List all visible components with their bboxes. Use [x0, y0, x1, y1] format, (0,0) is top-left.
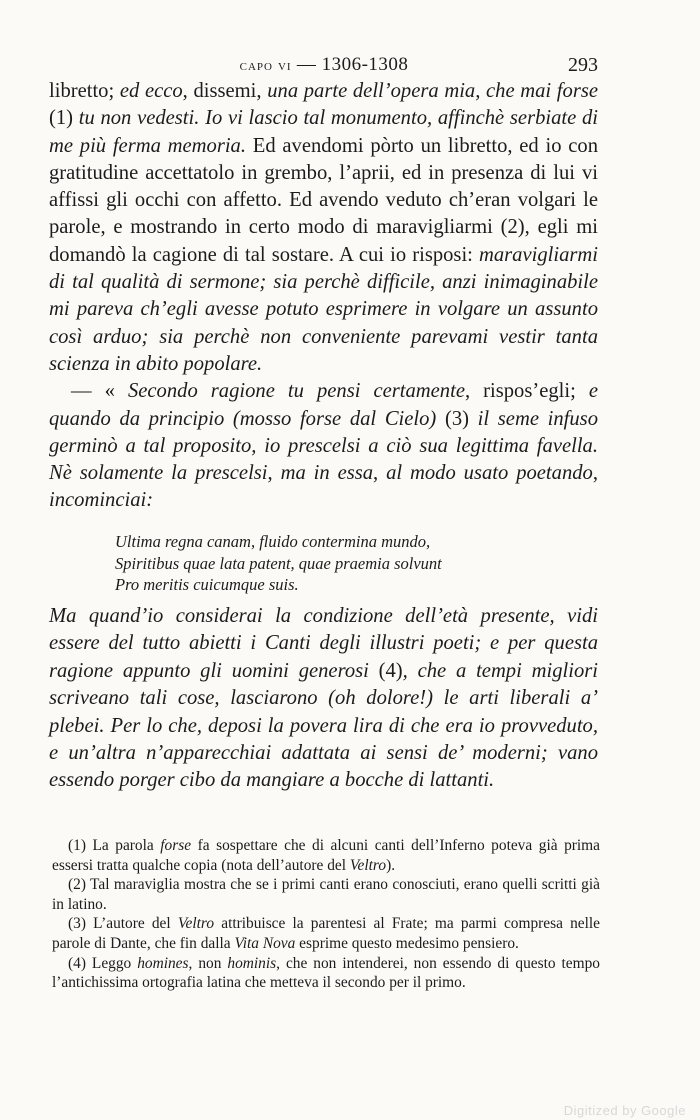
footnote-text: (2) Tal maraviglia mostra che se i primi canti erano conosciuti, erano quelli scritti già in latino. [52, 876, 600, 913]
main-text-lower [49, 603, 598, 795]
footnote-4 [52, 954, 600, 993]
running-head [50, 54, 598, 80]
verse-line: Spiritibus quae lata patent, quae praemia solvunt [115, 553, 442, 573]
italic-span: incominciai: [49, 489, 154, 512]
footnote-ref-4: (4) [378, 659, 403, 682]
text-span: — « [71, 380, 128, 403]
footnote-text: ). [386, 856, 396, 874]
italic-span: Ma quand’io considerai la condizione dell’età presente, vidi essere del tutto abietti i Canti degli illustri poeti; e per questa ragione appunto gli uomini generosi [49, 605, 598, 682]
text-span: libretto; [49, 80, 120, 102]
text-span: , [592, 462, 598, 485]
text-span: , [267, 462, 281, 485]
italic-span: una parte dell’opera mia, che mai forse [267, 80, 598, 102]
verse-line: Pro meritis cuicumque suis. [115, 575, 299, 594]
paragraph-1 [49, 78, 598, 378]
main-text-upper [49, 78, 598, 515]
paragraph-3 [49, 603, 598, 795]
chapter-years: 1306-1308 [321, 54, 409, 75]
footnote-italic: Vita Nova [234, 934, 296, 952]
footnote-text: , non [188, 954, 228, 972]
paragraph-2 [49, 378, 598, 514]
footnote-italic: Veltro [177, 915, 215, 933]
footnote-1 [52, 836, 600, 875]
footnote-2 [52, 875, 600, 914]
italic-span: il seme infuso germinò a tal proposito, io prescelsi a ciò sua legittima favella. Nè solamente la prescelsi [49, 407, 598, 485]
running-head-title [50, 54, 598, 76]
footnote-ref-1: (1) [49, 107, 74, 130]
footnote-italic: Veltro [349, 856, 387, 874]
footnote-text: (3) L’autore del [68, 915, 178, 933]
digitization-watermark: Digitized by Google [563, 1103, 686, 1118]
chapter-label: capo vi [239, 57, 292, 74]
italic-span: , che a tempi migliori scriveano tali cose, lasciarono (oh dolore!) le arti liberali a’ plebei. Per lo che, deposi la povera lira di che era io provveduto, e un’altra n’apparecchiai adattata ai sensi de’ moderni; vano essendo porger cibo da mangiare a bocche di lattanti. [49, 659, 598, 792]
footnote-text: (1) La parola [68, 837, 161, 854]
italic-span: Secondo ragione tu pensi certamente [127, 380, 465, 403]
page-number: 293 [568, 54, 598, 76]
italic-span: e quando da principio (mosso forse dal Cielo) [49, 380, 599, 430]
italic-span: ed ecco [119, 80, 183, 102]
footnote-text: attribuisce la parentesi al Frate; ma parmi compresa nelle parole di Dante, che fin dalla [52, 915, 601, 952]
footnote-italic: forse [160, 837, 192, 854]
text-span: , [373, 462, 387, 485]
text-span: , rispos’egli; [464, 380, 589, 403]
latin-verse [115, 531, 595, 596]
footnote-italic: homines [137, 954, 189, 972]
footnote-text: , che non intenderei, non essendo di questo tempo l’antichissima ortografia latina che metteva il secondo per il primo. [52, 954, 600, 992]
footnote-ref-3: (3) [436, 407, 478, 430]
footnote-italic: hominis [227, 954, 277, 972]
italic-span: ma in essa [280, 462, 374, 485]
italic-span: tu non vedesti. Io vi lascio tal monumento, affinchè serbiate di me più ferma memoria. [49, 107, 598, 157]
footnote-text: (4) Leggo [68, 954, 138, 972]
footnote-text: esprime questo medesimo pensiero. [295, 934, 519, 952]
text-span: , dissemi, [182, 80, 268, 102]
text-span: Ed avendomi pòrto un libretto, ed io con gratitudine accettatolo in grembo, l’aprii, ed in presenza di lui vi affissi gli occhi con affetto. Ed avendo veduto ch’eran volgari le parole, e mostrando in certo modo di maravigliarmi (2), egli mi domandò la cagione di tal sostare. A cui io risposi: [49, 134, 598, 266]
italic-span: maravigliarmi di tal qualità di sermone; sia perchè difficile, anzi inimaginabile mi pareva ch’egli avesse potuto esprimere in volgare un assunto così arduo; sia perchè non conveniente parevami vestir tanta scienza in abito popolare. [49, 243, 598, 375]
footnote-3 [52, 914, 600, 953]
running-head-dash: — [291, 54, 322, 75]
italic-span: al modo usato poetando [386, 462, 593, 485]
verse-line: Ultima regna canam, fluido contermina mundo, [115, 532, 431, 551]
footnote-text: fa sospettare che di alcuni canti dell’Inferno poteva già prima essersi tratta qualche copia (nota dell’autore del [52, 837, 600, 874]
footnotes [52, 836, 600, 993]
